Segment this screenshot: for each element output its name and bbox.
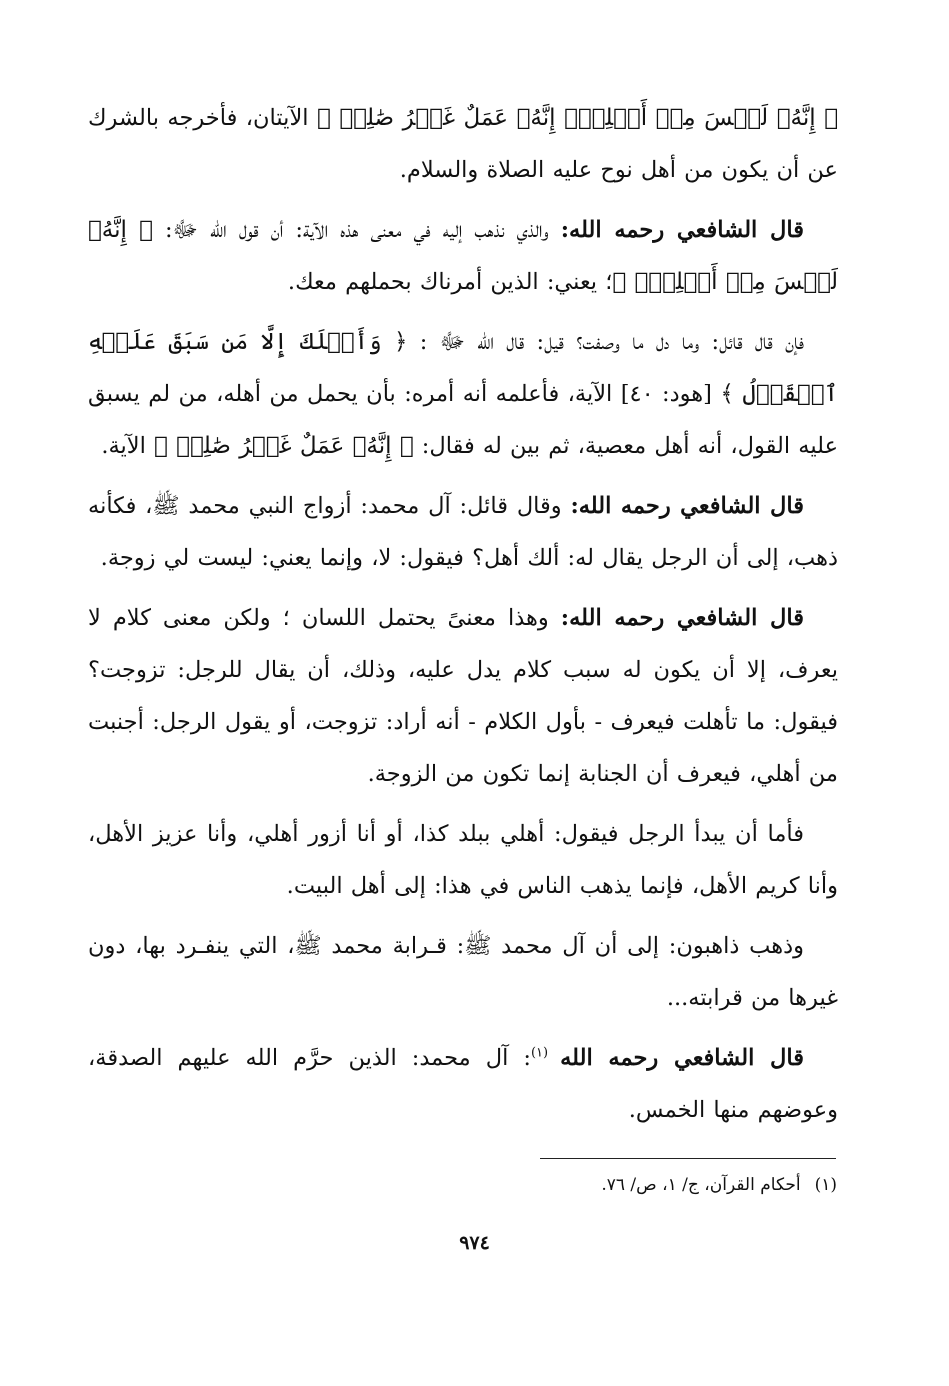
- footnote-text: أحكام القرآن، ج/ ١، ص/ ٧٦.: [601, 1175, 801, 1195]
- footnote: [337, 1170, 837, 1200]
- paragraph-6: [88, 808, 838, 912]
- page-body: [88, 92, 838, 1144]
- quran-verse: ﴿ إِنَّهُۥ لَيۡسَ مِنۡ أَهۡلِكَۖ إِنَّهُۥ عَمَلٌ غَيۡرُ صَٰلِحٖ ﴾: [316, 105, 838, 131]
- paragraph-text: فإن قال قائل: وما دل ما وصفت؟ قيل: قال الله ﷻ :: [407, 329, 804, 355]
- paragraph-text: الآيتان، فأخرجه بالشرك عن أن يكون من أهل نوح عليه الصلاة والسلام.: [88, 105, 838, 183]
- speaker-heading: قال الشافعي رحمه الله:: [560, 605, 804, 631]
- footnote-reference[interactable]: (١): [530, 1045, 561, 1061]
- paragraph-text: وهذا معنىً يحتمل اللسان ؛ ولكن معنى كلام لا يعرف، إلا أن يكون له سبب كلام يدل عليه، وذلك، أن يقال للرجل: تزوجت؟ فيقول: ما تأهلت فيعرف - بأول الكلام - أنه أراد: تزوجت، أو يقول الرجل: أجنبت من أهلي، فيعرف أن الجنابة إنما تكون من الزوجة.: [88, 605, 838, 787]
- quran-verse: ﴿ إِنَّهُۥ لَيۡسَ مِنۡ أَهۡلِكَۖ ﴾: [88, 217, 838, 295]
- paragraph-text: فأما أن يبدأ الرجل فيقول: أهلي ببلد كذا، أو أنا أزور أهلي، وأنا عزيز الأهل، وأنا كريم الأهل، فإنما يذهب الناس في هذا: إلى أهل البيت.: [88, 821, 838, 899]
- page-number: ٩٧٤: [459, 1232, 490, 1254]
- paragraph-1: [88, 92, 838, 196]
- paragraph-text: : آل محمد: الذين حرَّم الله عليهم الصدقة، وعوضهم منها الخمس.: [88, 1045, 838, 1123]
- paragraph-text: الآية.: [101, 433, 155, 459]
- speaker-heading: قال الشافعي رحمه الله: [560, 1045, 804, 1071]
- quran-verse: ﴿ وَأَهۡلَكَ إِلَّا مَن سَبَقَ عَلَيۡهِ ٱلۡقَوۡلُ ﴾: [88, 329, 838, 407]
- paragraph-text: وقال قائل: آل محمد: أزواج النبي محمد ﷺ، فكأنه ذهب، إلى أن الرجل يقال له: ألك أهل؟ فيقول: لا، وإنما يعني: ليست لي زوجة.: [88, 493, 838, 571]
- paragraph-8: [88, 1032, 838, 1136]
- speaker-heading: قال الشافعي رحمه الله:: [560, 217, 804, 243]
- paragraph-2: [88, 204, 838, 308]
- footnote-separator: [540, 1158, 836, 1159]
- speaker-heading: قال الشافعي رحمه الله:: [570, 493, 804, 519]
- paragraph-3: [88, 316, 838, 472]
- footnote-number: (١): [814, 1175, 837, 1195]
- paragraph-5: [88, 592, 838, 800]
- paragraph-text: وذهب ذاهبون: إلى أن آل محمد ﷺ: قـرابة محمد ﷺ، التي ينفـرد بها، دون غيرها من قرابته...: [88, 933, 838, 1011]
- paragraph-text: ؛ يعني: الذين أمرناك بحملهم معك.: [287, 269, 613, 295]
- paragraph-4: [88, 480, 838, 584]
- paragraph-text: والذي نذهب إليه في معنى هذه الآية: أن قول الله ﷻ:: [152, 217, 561, 243]
- paragraph-text: [هود: ٤٠] الآية، فأعلمه أنه أمره: بأن يحمل من أهله، من لم يسبق عليه القول، أنه أهل معصية، ثم بين له فقال:: [88, 381, 838, 459]
- paragraph-7: [88, 920, 838, 1024]
- quran-verse: ﴿ إِنَّهُۥ عَمَلٌ غَيۡرُ صَٰلِحٖ ﴾: [154, 433, 414, 459]
